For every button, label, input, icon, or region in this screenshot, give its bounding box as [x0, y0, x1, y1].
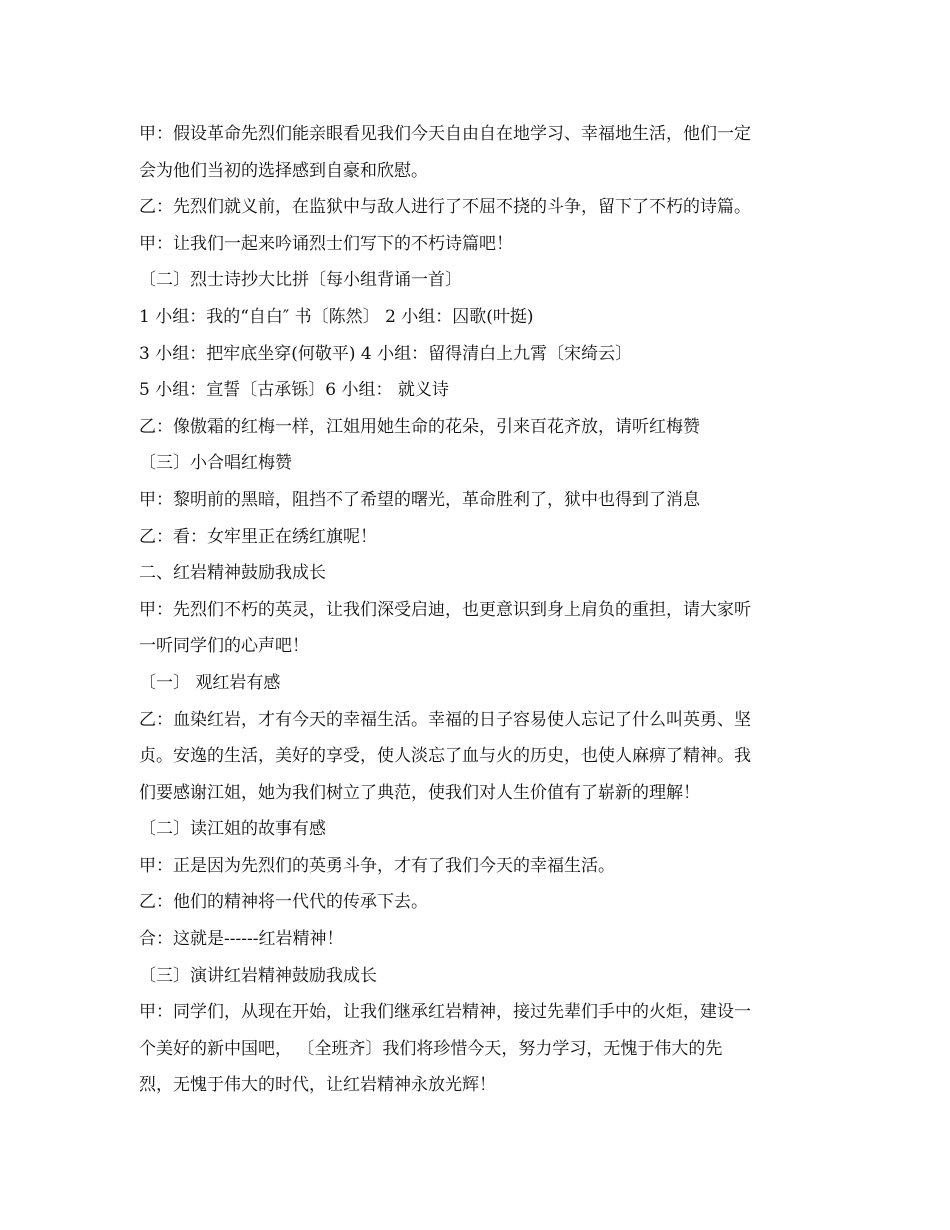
text-line: 会为他们当初的选择感到自豪和欣慰。	[139, 160, 428, 181]
text-line: 甲：让我们一起来吟诵烈士们写下的不朽诗篇吧！	[139, 233, 513, 254]
document-body	[139, 116, 819, 1104]
text-line: 合：这就是------红岩精神！	[139, 929, 344, 950]
text-line: 甲：正是因为先烈们的英勇斗争，才有了我们今天的幸福生活。	[139, 855, 615, 876]
section-heading: 〔二〕烈士诗抄大比拼〔每小组背诵一首〕	[139, 270, 462, 291]
section-heading: 〔三〕演讲红岩精神鼓励我成长	[139, 965, 377, 986]
text-line: 个美好的新中国吧， 〔全班齐〕我们将珍惜今天，努力学习，无愧于伟大的先	[139, 1038, 723, 1059]
section-heading: 二、红岩精神鼓励我成长	[139, 563, 326, 584]
text-line: 贞。安逸的生活，美好的享受，使人淡忘了血与火的历史，也使人麻痹了精神。我	[139, 746, 751, 767]
section-heading: 〔二〕读江姐的故事有感	[139, 819, 326, 840]
text-line: 1 小组：我的“自白″ 书〔陈然〕 2 小组：囚歌(叶挺)	[139, 306, 534, 327]
text-line: 甲：先烈们不朽的英灵，让我们深受启迪，也更意识到身上肩负的重担，请大家听	[139, 599, 751, 620]
text-line: 们要感谢江姐，她为我们树立了典范，使我们对人生价值有了崭新的理解！	[139, 782, 700, 803]
text-line: 5 小组：宣誓〔古承铄〕6 小组： 就义诗	[139, 380, 449, 401]
text-line: 3 小组：把牢底坐穿(何敬平) 4 小组：留得清白上九霄〔宋绮云〕	[139, 343, 633, 364]
text-line: 甲：黎明前的黑暗，阻挡不了希望的曙光，革命胜利了，狱中也得到了消息	[139, 489, 700, 510]
section-heading: 〔一〕 观红岩有感	[139, 672, 281, 693]
text-line: 乙：他们的精神将一代代的传承下去。	[139, 892, 428, 913]
text-line: 烈，无愧于伟大的时代，让红岩精神永放光辉！	[139, 1075, 496, 1096]
text-line: 甲：同学们，从现在开始，让我们继承红岩精神，接过先辈们手中的火炬，建设一	[139, 1002, 751, 1023]
text-line: 一听同学们的心声吧！	[139, 636, 309, 657]
text-line: 乙：先烈们就义前，在监狱中与敌人进行了不屈不挠的斗争，留下了不朽的诗篇。	[139, 197, 751, 218]
text-line: 乙：像傲霜的红梅一样，江姐用她生命的花朵，引来百花齐放，请听红梅赞	[139, 416, 700, 437]
section-heading: 〔三〕小合唱红梅赞	[139, 453, 292, 474]
text-line: 乙：看：女牢里正在绣红旗呢！	[139, 526, 377, 547]
text-line: 乙：血染红岩，才有今天的幸福生活。幸福的日子容易使人忘记了什么叫英勇、坚	[139, 709, 751, 730]
text-line: 甲：假设革命先烈们能亲眼看见我们今天自由自在地学习、幸福地生活，他们一定	[139, 124, 751, 144]
